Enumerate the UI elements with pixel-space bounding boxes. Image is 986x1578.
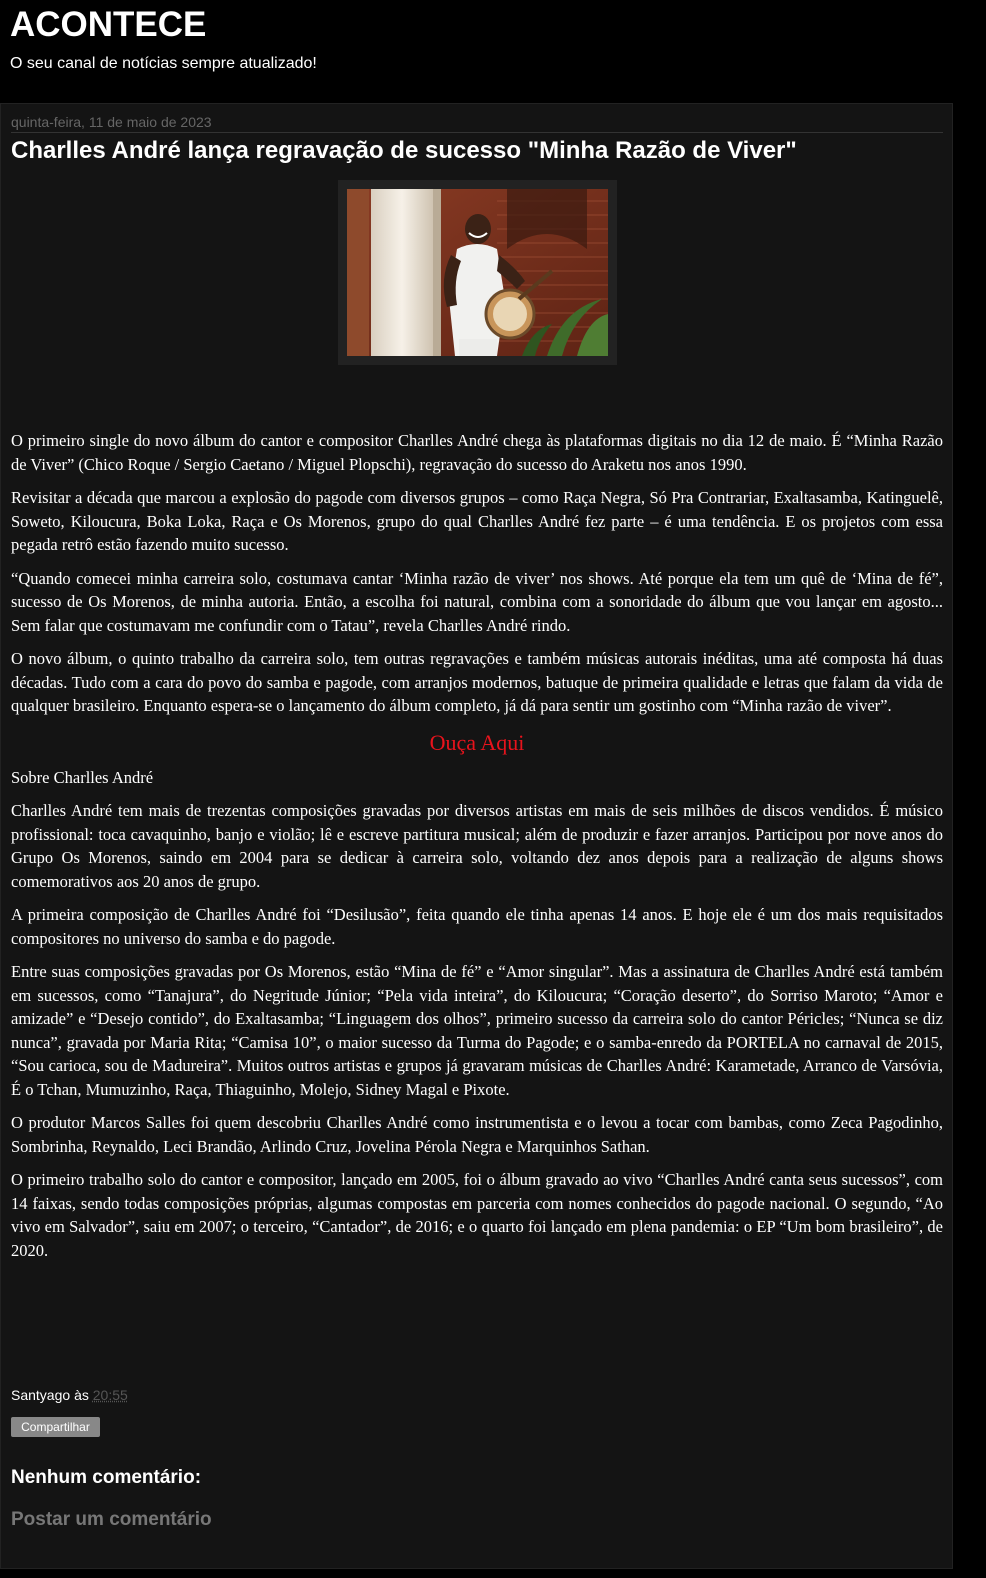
post-author: Santyago <box>11 1387 71 1403</box>
listen-here-link[interactable]: Ouça Aqui <box>429 729 525 755</box>
post-photo-frame[interactable] <box>338 180 617 365</box>
post-paragraph: A primeira composição de Charlles André foi “Desilusão”, feita quando ele tinha apenas 14 anos. E hoje ele é um dos mais requisitados compositores no universo do samba e do pagode. <box>11 905 943 948</box>
post-author-suffix: às <box>74 1387 89 1403</box>
share-button[interactable]: Compartilhar <box>11 1417 100 1437</box>
post-comment-link[interactable]: Postar um comentário <box>11 1509 212 1530</box>
post-date: quinta-feira, 11 de maio de 2023 <box>11 113 943 133</box>
post-paragraph: O primeiro single do novo álbum do cantor e compositor Charlles André chega às plataformas digitais no dia 12 de maio. É “Minha Razão de Viver” (Chico Roque / Sergio Caetano / Miguel Plopschi), regravação do sucesso do Araketu nos anos 1990. <box>11 431 943 474</box>
blog-tagline: O seu canal de notícias sempre atualizado! <box>10 55 317 72</box>
post-footer <box>11 1385 128 1405</box>
post-paragraph: Revisitar a década que marcou a explosão do pagode com diversos grupos – como Raça Negra, Só Pra Contrariar, Exaltasamba, Katinguelê, Soweto, Kiloucura, Boka Loka, Raça e Os Morenos, grupo do qual Charlles André fez parte – é uma tendência. E os projetos com essa pegada retrô estão fazendo muito sucesso. <box>11 488 943 554</box>
post-title: Charlles André lança regravação de sucesso "Minha Razão de Viver" <box>11 137 797 164</box>
blog-title[interactable]: ACONTECE <box>10 5 207 44</box>
post-paragraph: “Quando comecei minha carreira solo, costumava cantar ‘Minha razão de viver’ nos shows. Até porque ela tem um quê de ‘Mina de fé”, sucesso de Os Morenos, de minha autoria. Então, a escolha foi natural, combina com a sonoridade do álbum que vou lançar em agosto... Sem falar que costumavam me confundir com o Tatau”, revela Charlles André rindo. <box>11 568 943 635</box>
post-paragraph: O primeiro trabalho solo do cantor e compositor, lançado em 2005, foi o álbum gravado ao vivo “Charlles André canta seus sucessos”, com 14 faixas, sendo todas composições próprias, algumas compostas em parceria com nomes conhecidos do pagode nacional. O segundo, “Ao vivo em Salvador”, saiu em 2007; o terceiro, “Cantador”, de 2016; e o quarto foi lançado em plena pandemia: o EP “Um bom brasileiro”, de 2020. <box>11 1170 943 1260</box>
post-paragraph: O novo álbum, o quinto trabalho da carreira solo, tem outras regravações e também músicas autorais inéditas, uma até composta há duas décadas. Tudo com a cara do povo do samba e pagode, com arranjos modernos, batuque de primeira qualidade e letras que falam da vida de qualquer brasileiro. Enquanto espera-se o lançamento do álbum completo, já dá para sentir um gostinho com “Minha razão de viver”. <box>11 649 943 715</box>
about-heading: Sobre Charlles André <box>11 767 154 787</box>
post-paragraph: O produtor Marcos Salles foi quem descobriu Charlles André como instrumentista e o levou a tocar com bambas, como Zeca Pagodinho, Sombrinha, Reynaldo, Leci Brandão, Arlindo Cruz, Jovelina Pérola Negra e Marquinhos Sathan. <box>11 1113 943 1156</box>
post-body <box>11 429 943 1272</box>
post-paragraph: Entre suas composições gravadas por Os Morenos, estão “Mina de fé” e “Amor singular”. Mas a assinatura de Charlles André está também em sucessos, como “Tanajura”, do Negritude Júnior; “Pela vida inteira”, do Kiloucura; “Coração deserto”, do Sorriso Maroto; “Amor e amizade” e “Desejo contido”, do Exaltasamba; “Linguagem dos olhos”, primeiro sucesso da carreira solo do cantor Péricles; “Nunca se diz nunca”, gravada por Maria Rita; “Camisa 10”, o maior sucesso da Turma do Pagode; e o samba-enredo da PORTELA no carnaval de 2015, “Sou carioca, sou de Madureira”. Muitos outros artistas e grupos já gravaram músicas de Charlles André: Karametade, Arranco de Varsóvia, É o Tchan, Mumuzinho, Raça, Thiaguinho, Molejo, Sidney Magal e Pixote. <box>11 962 943 1099</box>
post-timestamp-link[interactable]: 20:55 <box>92 1387 128 1403</box>
post-container <box>0 103 953 1569</box>
post-photo[interactable] <box>347 189 608 356</box>
musician-photo <box>347 189 608 356</box>
post-paragraph: Charlles André tem mais de trezentas composições gravadas por diversos artistas em mais de seis milhões de discos vendidos. É músico profissional: toca cavaquinho, banjo e violão; lê e escreve partitura musical; além de produzir e fazer arranjos. Participou por nove anos do Grupo Os Morenos, saindo em 2004 para se dedicar à carreira solo, voltando dez anos depois para a realização de alguns shows comemorativos aos 20 anos de grupo. <box>11 801 943 891</box>
comments-heading: Nenhum comentário: <box>11 1467 202 1488</box>
blog-header <box>0 0 986 100</box>
